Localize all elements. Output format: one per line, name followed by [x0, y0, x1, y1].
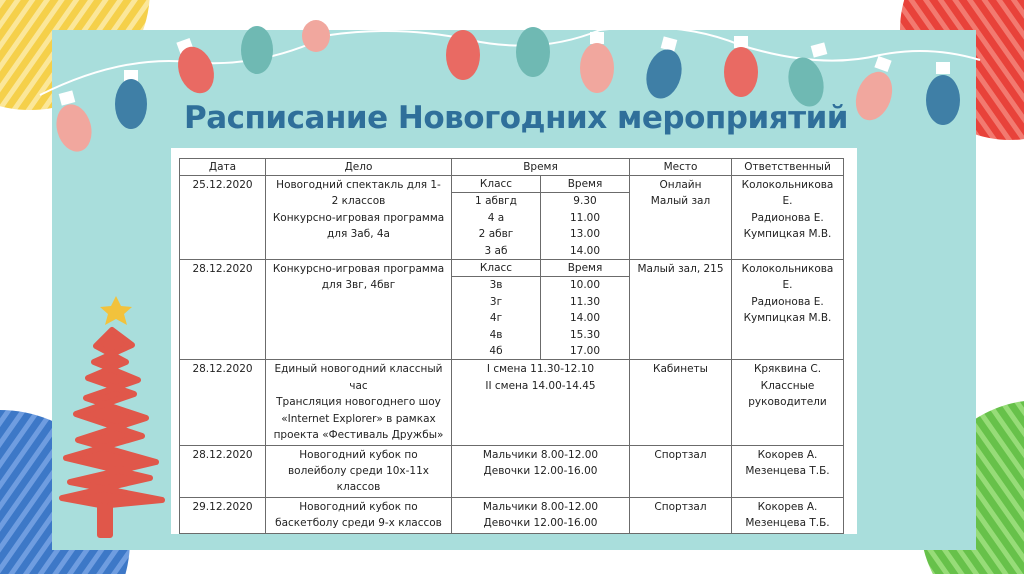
light-bulb-icon — [51, 90, 96, 155]
responsible-cell: Кокорев А. Мезенцева Т.Б. — [732, 497, 844, 533]
column-header: Время — [452, 159, 630, 176]
schedule-table — [179, 158, 844, 534]
light-bulb-icon — [580, 32, 614, 93]
responsible-cell: Колокольникова Е. Радионова Е. Кумпицкая М.В. — [732, 176, 844, 260]
task-cell: Новогодний кубок по волейболу среди 10х-11х классов — [266, 445, 452, 497]
table-header-row — [180, 159, 844, 176]
light-bulb-icon — [172, 38, 220, 98]
time-cell: Класс Время 1 абвгд 9.30 4 а 11.00 2 абвг 13.00 3 аб 14.00 — [452, 176, 630, 260]
schedule-sheet — [171, 148, 857, 534]
table-row — [180, 176, 844, 260]
time-cell: Класс Время 3в 10.00 3г 11.30 4г 14.00 4в 15.30 4б 17.00 — [452, 260, 630, 360]
task-cell: Единый новогодний классный час Трансляция новогоднего шоу «Internet Explorer» в рамках проекта «Фестиваль Дружбы» — [266, 360, 452, 445]
place-cell: Спортзал — [630, 497, 732, 533]
time-cell: Мальчики 8.00-12.00 Девочки 12.00-16.00 — [452, 497, 630, 533]
table-row — [180, 497, 844, 533]
column-header: Дата — [180, 159, 266, 176]
place-cell: Спортзал — [630, 445, 732, 497]
date-cell: 25.12.2020 — [180, 176, 266, 260]
place-cell: Кабинеты — [630, 360, 732, 445]
page-title: Расписание Новогодних мероприятий — [184, 100, 849, 136]
column-header: Место — [630, 159, 732, 176]
table-row — [180, 445, 844, 497]
light-bulb-icon — [926, 62, 960, 125]
column-header: Ответственный — [732, 159, 844, 176]
light-bulb-icon — [446, 30, 480, 80]
responsible-cell: Кокорев А. Мезенцева Т.Б. — [732, 445, 844, 497]
date-cell: 28.12.2020 — [180, 360, 266, 445]
subheader-class: Класс — [452, 260, 541, 277]
date-cell: 28.12.2020 — [180, 260, 266, 360]
light-bulb-icon — [849, 56, 898, 125]
light-bulb-icon — [724, 36, 758, 97]
task-cell: Новогодний кубок по баскетболу среди 9-х классов — [266, 497, 452, 533]
task-cell: Новогодний спектакль для 1- 2 классов Конкурсно-игровая программа для 3аб, 4а — [266, 176, 452, 260]
place-cell: Малый зал, 215 — [630, 260, 732, 360]
table-row — [180, 360, 844, 445]
task-cell: Конкурсно-игровая программа для 3вг, 4бвг — [266, 260, 452, 360]
time-cell: Мальчики 8.00-12.00 Девочки 12.00-16.00 — [452, 445, 630, 497]
date-cell: 29.12.2020 — [180, 497, 266, 533]
subheader-time: Время — [541, 176, 630, 193]
responsible-cell: Колокольникова Е. Радионова Е. Кумпицкая М.В. — [732, 260, 844, 360]
light-bulb-icon — [241, 26, 273, 74]
table-row — [180, 260, 844, 360]
light-bulb-icon — [641, 36, 687, 102]
time-cell: I смена 11.30-12.10 II смена 14.00-14.45 — [452, 360, 630, 445]
column-header: Дело — [266, 159, 452, 176]
subheader-time: Время — [541, 260, 630, 277]
responsible-cell: Кряквина С. Классные руководители — [732, 360, 844, 445]
christmas-tree-icon — [62, 296, 162, 535]
light-bulb-icon — [115, 70, 147, 129]
light-bulb-icon — [516, 27, 550, 77]
star-icon — [100, 296, 132, 325]
date-cell: 28.12.2020 — [180, 445, 266, 497]
place-cell: Онлайн Малый зал — [630, 176, 732, 260]
subheader-class: Класс — [452, 176, 541, 193]
light-bulb-icon — [302, 20, 330, 52]
